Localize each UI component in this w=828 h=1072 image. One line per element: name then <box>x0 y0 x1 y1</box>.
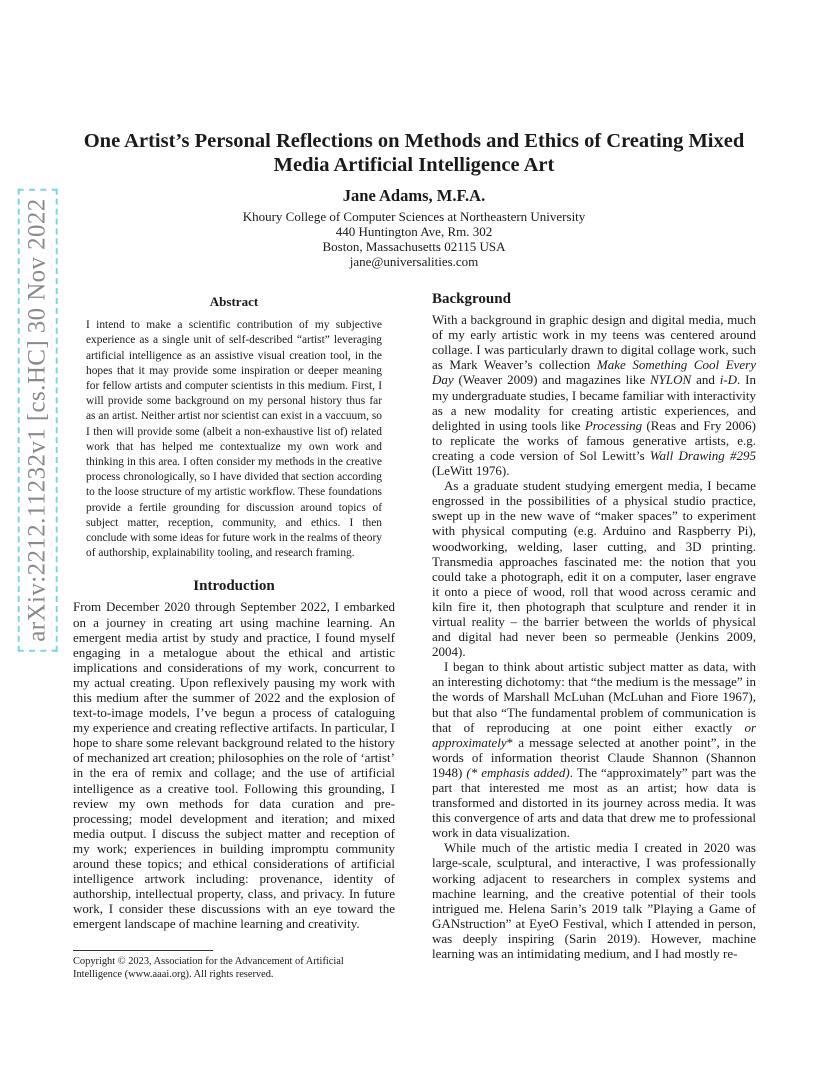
affiliation-street: 440 Huntington Ave, Rm. 302 <box>335 224 493 239</box>
italic-run: or approximately <box>432 719 756 750</box>
footnote-divider <box>73 950 213 951</box>
text-run: With a background in graphic design and digital media, much of my early artistic work in my teens was centered around collage. I was particularly drawn to digital collage work, such as Mark Weaver’s collection <box>432 312 756 373</box>
background-paragraph-3 <box>432 659 756 840</box>
arxiv-identifier-sidebar <box>18 198 58 642</box>
text-run: (LeWitt 1976). <box>432 463 510 479</box>
author-affiliation <box>60 209 768 269</box>
text-run: (Weaver 2009) and magazines like <box>453 372 650 388</box>
arxiv-identifier: arXiv:2212.11232v1 [cs.HC] 30 Nov 2022 <box>24 194 52 645</box>
italic-run: (* emphasis added) <box>466 764 570 780</box>
author-email: jane@universalities.com <box>349 254 479 269</box>
italic-run: Processing <box>584 417 643 433</box>
italic-run: NYLON <box>650 372 692 388</box>
introduction-paragraph: From December 2020 through September 2022, I embarked on a journey in creating art using machine learning. An emergent media artist by study and practice, I found myself engaging in a metalogue about the ethical and artistic implications and considerations of my work, concurrent to my actual creating. Upon reflexively pausing my work with this medium after the summer of 2022 and the explosion of text-to-image models, I’ve begun a process of cataloguing my experience and creating reflective artifacts. In particular, I hope to share some relevant background related to the history of mechanized art creation; philosophies on the role of ‘artist’ in the era of remix and collage; and the use of artificial intelligence as a creative tool. Following this grounding, I review my own methods for data curation and pre-processing; model development and iteration; and mixed media output. I discuss the subject matter and reception of my work; experiences in building impromptu community around these topics; and ethical considerations of artificial intelligence artwork including: provenance, identity of authorship, intellectual property, class, and privacy. In future work, I consider these discussions with an eye toward the emergent landscape of machine learning and creativity. <box>73 599 395 932</box>
italic-run: i-D <box>719 372 738 388</box>
background-paragraph-1 <box>432 312 756 478</box>
text-run: * a message selected at another point”, in the words of information theorist Claude Shannon (Shannon 1948) <box>432 734 756 780</box>
italic-run: Make Something Cool Every Day <box>432 357 757 388</box>
text-run: . In my undergraduate studies, I became familiar with interactivity as a new modality for creating artistic experiences, and delighted in using tools like <box>432 372 756 433</box>
author-name: Jane Adams, M.F.A. <box>342 186 486 205</box>
background-paragraph-2: As a graduate student studying emergent media, I became engrossed in the possibilities of a physical studio practice, swept up in the new wave of “maker spaces” to experiment with physical computing (e.g. Arduino and Raspberry Pi), woodworking, welding, laser cutting, and 3D printing. Transmedia approaches fascinated me: the notion that you could take a photograph, edit it on a computer, laser engrave it onto a piece of wood, roll that wood across ceramic and kiln fire it, then photograph that sculpture and render it in virtual reality – the barrier between the worlds of physical and digital had never been so permeable (Jenkins 2009, 2004). <box>432 478 756 660</box>
text-run: I began to think about artistic subject matter as data, with an interesting dichotomy: that “the medium is the message” in the words of Marshall McLuhan (McLuhan and Fiore 1967), but that also “The fundamental problem of communication is that of reproducing at one point either exactly <box>432 659 756 735</box>
text-run: and <box>691 372 720 388</box>
background-paragraph-4: While much of the artistic media I created in 2020 was large-scale, sculptural, and interactive, I was professionally working adjacent to researchers in complex systems and machine learning, and the creative potential of their tools intrigued me. Helena Sarin’s 2019 talk ”Playing a Game of GANstruction” at EyeO Festival, which I attended in person, was deeply inspiring (Sarin 2019). However, machine learning was an intimidating medium, and I had mostly re- <box>432 840 756 962</box>
background-heading: Background <box>432 291 511 307</box>
paper-title: One Artist’s Personal Reflections on Methods and Ethics of Creating Mixed Media Artificial Intelligence Art <box>83 130 745 176</box>
right-column <box>432 292 756 961</box>
text-run: . The “approximately” part was the part that interested me most as an artist; how data is transformed and distorted in its journey across media. It was this convergence of arts and data that drew me to professional work in data visualization. <box>432 764 756 841</box>
left-column <box>73 294 395 981</box>
affiliation-institution: Khoury College of Computer Sciences at Northeastern University <box>242 209 586 224</box>
affiliation-city: Boston, Massachusetts 02115 USA <box>322 239 506 254</box>
copyright-footnote: Copyright © 2023, Association for the Advancement of Artificial Intelligence (www.aaai.org). All rights reserved. <box>73 955 344 980</box>
text-run: (Reas and Fry 2006) to replicate the works of famous generative artists, e.g. creating a code version of Sol Lewitt’s <box>432 417 756 463</box>
abstract-heading: Abstract <box>209 294 259 309</box>
italic-run: Wall Drawing #295 <box>649 447 756 463</box>
abstract-text: I intend to make a scientific contribution of my subjective experience as a single unit of self-described “artist” leveraging artificial intelligence as an assistive visual creation tool, in the hopes that it may provide some inspiration or deeper meaning for fellow artists and computer scientists in this medium. First, I will provide some background on my personal history thus far as an artist. Neither artist nor scientist can exist in a vaccuum, so I then will provide some (albeit a non-exhaustive list of) related work that has helped me contextualize my own work and thinking in this area. I often consider my methods in the creative process chronologically, so I have divided that section according to the loose structure of my artistic workflow. These foundations provide a fertile grounding for discussion around topics of subject matter, reception, community, and ethics. I then conclude with some ideas for future work in the realms of theory of authorship, explainability tooling, and research framing. <box>86 319 382 560</box>
introduction-heading: Introduction <box>193 578 275 595</box>
